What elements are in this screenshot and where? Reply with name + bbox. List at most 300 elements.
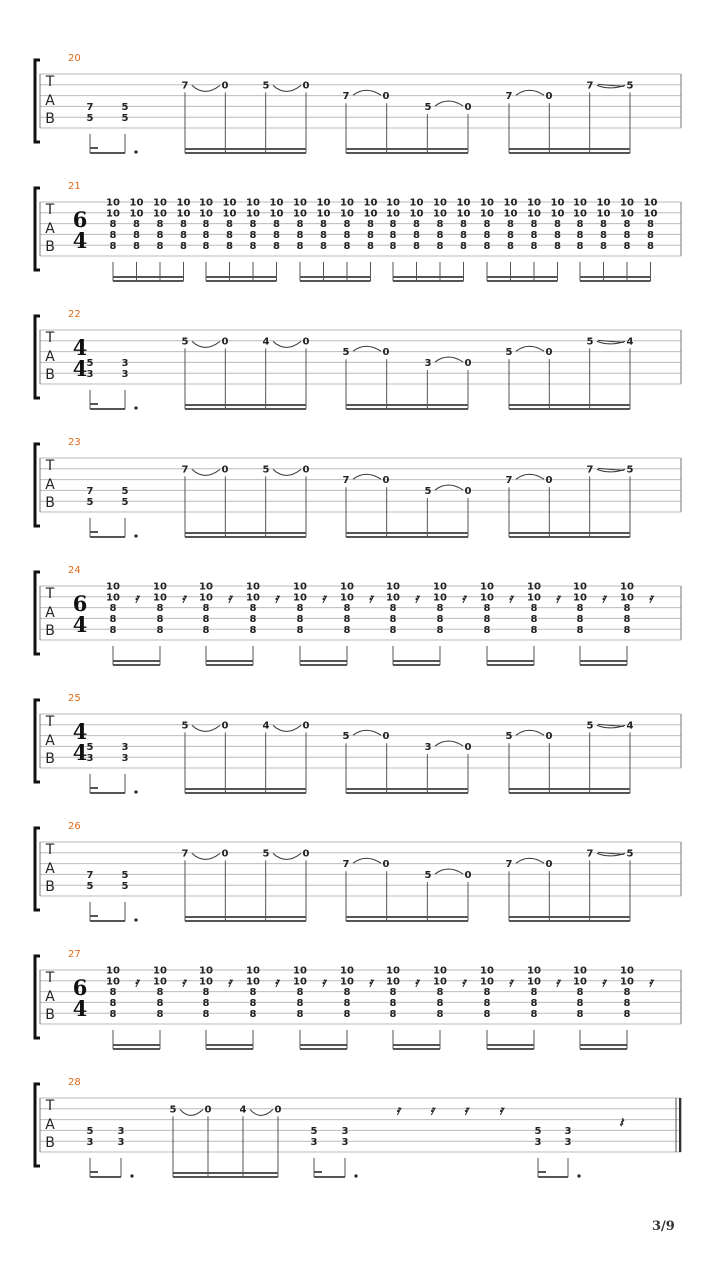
tab-system	[35, 309, 681, 410]
fret-number: 8	[156, 998, 164, 1009]
time-signature-bottom: 4	[72, 356, 88, 381]
tab-letter-a: A	[45, 477, 55, 493]
fret-number: 8	[623, 987, 631, 999]
fret-number: 0	[302, 720, 310, 732]
tab-letter-t: T	[45, 202, 55, 218]
tab-letter-b: B	[45, 111, 55, 127]
fret-number: 10	[386, 197, 400, 209]
fret-number: 8	[483, 998, 491, 1009]
fret-number: 8	[296, 1008, 304, 1020]
fret-number: 8	[389, 624, 397, 636]
fret-number: 7	[181, 464, 189, 476]
tie-arc	[435, 869, 463, 874]
fret-number: 8	[320, 219, 327, 231]
fret-number: 5	[262, 80, 270, 92]
fret-number: 8	[436, 1008, 444, 1020]
sixteenth-rest: 𝄿	[274, 591, 279, 607]
fret-number: 10	[620, 965, 634, 977]
tab-system	[35, 1077, 681, 1178]
fret-number: 10	[480, 208, 494, 220]
fret-number: 10	[293, 208, 307, 220]
fret-number: 8	[249, 603, 257, 615]
tie-arc	[192, 85, 220, 91]
fret-number: 0	[545, 347, 553, 359]
fret-number: 10	[340, 197, 354, 209]
tab-letter-a: A	[45, 221, 55, 237]
fret-number: 10	[433, 581, 447, 593]
fret-number: 8	[249, 614, 257, 625]
tab-letter-t: T	[45, 458, 55, 474]
tab-letter-t: T	[45, 714, 55, 730]
fret-number: 7	[586, 848, 594, 860]
fret-number: 8	[156, 230, 164, 241]
fret-number: 10	[573, 197, 587, 209]
fret-number: 5	[424, 486, 432, 497]
fret-number: 10	[176, 208, 191, 220]
fret-number: 8	[576, 987, 584, 999]
sixteenth-rest: 𝄿	[396, 1103, 400, 1119]
fret-number: 7	[586, 80, 594, 92]
fret-number: 8	[436, 219, 444, 231]
tab-letter-t: T	[45, 330, 55, 346]
fret-number: 10	[409, 208, 424, 220]
fret-number: 10	[550, 208, 565, 220]
time-signature-bottom: 4	[72, 996, 88, 1021]
tie-arc	[516, 90, 544, 95]
time-signature-top: 4	[72, 335, 88, 360]
fret-number: 0	[545, 91, 553, 103]
fret-number: 8	[249, 1008, 257, 1020]
tab-system	[35, 693, 681, 794]
fret-number: 8	[507, 219, 514, 231]
fret-number: 10	[620, 976, 634, 988]
fret-number: 8	[436, 987, 444, 999]
fret-number: 0	[302, 464, 310, 476]
fret-number: 5	[534, 1126, 542, 1137]
fret-number: 8	[320, 230, 327, 241]
fret-number: 3	[564, 1126, 572, 1137]
fret-number: 4	[262, 336, 270, 348]
fret-number: 0	[545, 859, 553, 871]
fret-number: 5	[586, 720, 594, 732]
fret-number: 10	[433, 197, 447, 209]
fret-number: 10	[573, 592, 587, 604]
fret-number: 8	[507, 230, 514, 241]
tie-arc	[516, 730, 544, 735]
fret-number: 8	[436, 230, 444, 241]
fret-number: 5	[424, 102, 432, 113]
fret-number: 8	[436, 624, 444, 636]
tie-arc	[516, 474, 544, 479]
sixteenth-rest: 𝄿	[601, 591, 606, 607]
fret-number: 8	[296, 624, 304, 636]
dot	[134, 406, 137, 409]
fret-number: 3	[117, 1136, 125, 1148]
measure-number: 26	[68, 821, 81, 832]
system-bracket	[35, 444, 40, 526]
fret-number: 5	[262, 464, 270, 476]
tie-arc	[516, 858, 544, 863]
fret-number: 7	[505, 91, 513, 103]
fret-number: 3	[564, 1136, 572, 1148]
sixteenth-rest: 𝄿	[464, 1103, 468, 1119]
fret-number: 5	[86, 1126, 94, 1137]
page-number: 3/9	[652, 1219, 675, 1234]
fret-number: 8	[109, 624, 117, 636]
fret-number: 8	[483, 624, 491, 636]
fret-number: 7	[86, 870, 94, 881]
tie-arc	[353, 858, 381, 863]
fret-number: 8	[343, 603, 351, 615]
tab-letter-b: B	[45, 495, 55, 511]
fret-number: 8	[576, 230, 584, 241]
fret-number: 8	[483, 614, 491, 625]
fret-number: 10	[386, 976, 400, 988]
fret-number: 10	[386, 581, 400, 593]
dot	[354, 1174, 357, 1177]
fret-number: 8	[530, 624, 538, 636]
fret-number: 10	[199, 197, 213, 209]
fret-number: 8	[436, 614, 444, 625]
fret-number: 10	[573, 581, 587, 593]
fret-number: 3	[534, 1136, 542, 1148]
fret-number: 7	[342, 475, 350, 487]
sixteenth-rest: 𝄿	[461, 975, 466, 991]
fret-number: 5	[86, 112, 94, 124]
fret-number: 5	[262, 848, 270, 860]
fret-number: 8	[530, 987, 538, 999]
sixteenth-rest: 𝄿	[134, 975, 139, 991]
tie-arc	[435, 485, 463, 490]
fret-number: 8	[343, 624, 351, 636]
system-bracket	[35, 60, 40, 142]
fret-number: 8	[109, 240, 117, 252]
fret-number: 7	[342, 91, 350, 103]
fret-number: 8	[156, 987, 164, 999]
fret-number: 8	[600, 219, 607, 231]
fret-number: 10	[246, 581, 260, 593]
time-signature-top: 6	[72, 207, 88, 232]
fret-number: 8	[343, 987, 351, 999]
fret-number: 8	[530, 614, 538, 625]
tie-arc	[273, 469, 301, 475]
fret-number: 10	[620, 581, 634, 593]
fret-number: 5	[86, 496, 94, 508]
sixteenth-rest: 𝄿	[227, 591, 232, 607]
fret-number: 10	[527, 976, 541, 988]
fret-number: 8	[202, 1008, 210, 1020]
fret-number: 8	[647, 240, 654, 252]
sixteenth-rest: 𝄿	[555, 975, 560, 991]
fret-number: 8	[343, 230, 351, 241]
fret-number: 10	[456, 208, 471, 220]
tie-arc	[273, 853, 301, 859]
tab-letter-b: B	[45, 751, 55, 767]
fret-number: 8	[647, 219, 654, 231]
fret-number: 8	[460, 219, 467, 231]
fret-number: 10	[550, 197, 565, 209]
fret-number: 10	[386, 208, 400, 220]
fret-number: 7	[86, 486, 94, 497]
fret-number: 7	[505, 475, 513, 487]
sixteenth-rest: 𝄿	[461, 591, 466, 607]
tab-system	[35, 53, 681, 154]
fret-number: 8	[483, 1008, 491, 1020]
fret-number: 0	[464, 102, 472, 113]
fret-number: 8	[296, 603, 304, 615]
fret-number: 8	[249, 240, 257, 252]
sixteenth-rest: 𝄿	[227, 975, 232, 991]
time-signature-top: 6	[72, 975, 88, 1000]
fret-number: 10	[433, 965, 447, 977]
system-bracket	[35, 316, 40, 398]
fret-number: 10	[106, 592, 120, 604]
fret-number: 10	[480, 592, 494, 604]
fret-number: 7	[86, 102, 94, 113]
sixteenth-rest: 𝄿	[321, 975, 326, 991]
fret-number: 10	[199, 976, 213, 988]
fret-number: 8	[554, 240, 561, 252]
fret-number: 5	[424, 870, 432, 881]
fret-number: 8	[296, 240, 304, 252]
tab-letter-a: A	[45, 93, 55, 109]
fret-number: 8	[413, 219, 420, 231]
fret-number: 7	[505, 859, 513, 871]
fret-number: 0	[221, 720, 229, 732]
fret-number: 8	[554, 219, 561, 231]
fret-number: 10	[433, 976, 447, 988]
fret-number: 4	[239, 1104, 247, 1116]
fret-number: 8	[109, 987, 117, 999]
fret-number: 3	[310, 1136, 318, 1148]
fret-number: 8	[367, 230, 374, 241]
fret-number: 0	[545, 731, 553, 743]
fret-number: 8	[389, 219, 397, 231]
fret-number: 5	[626, 80, 634, 92]
fret-number: 8	[156, 624, 164, 636]
fret-number: 8	[109, 1008, 117, 1020]
fret-number: 8	[530, 603, 538, 615]
sixteenth-rest: 𝄿	[414, 591, 419, 607]
fret-number: 10	[129, 208, 144, 220]
fret-number: 8	[460, 230, 467, 241]
fret-number: 8	[343, 614, 351, 625]
fret-number: 10	[340, 208, 354, 220]
fret-number: 10	[620, 208, 634, 220]
fret-number: 5	[342, 731, 350, 743]
fret-number: 0	[302, 80, 310, 92]
fret-number: 10	[527, 965, 541, 977]
fret-number: 8	[554, 230, 561, 241]
fret-number: 0	[302, 336, 310, 348]
dot	[134, 534, 137, 537]
system-bracket	[35, 700, 40, 782]
fret-number: 8	[389, 998, 397, 1009]
fret-number: 3	[86, 752, 94, 764]
fret-number: 10	[527, 208, 541, 220]
fret-number: 8	[389, 240, 397, 252]
fret-number: 8	[296, 998, 304, 1009]
fret-number: 8	[623, 614, 631, 625]
fret-number: 10	[620, 197, 634, 209]
tab-letter-a: A	[45, 349, 55, 365]
fret-number: 5	[505, 731, 513, 743]
fret-number: 8	[576, 1008, 584, 1020]
tie-arc	[192, 725, 220, 731]
tie-arc	[192, 853, 220, 859]
time-signature-top: 6	[72, 591, 88, 616]
fret-number: 8	[389, 987, 397, 999]
fret-number: 8	[296, 230, 304, 241]
fret-number: 5	[181, 720, 189, 732]
fret-number: 10	[246, 592, 260, 604]
fret-number: 8	[530, 1008, 538, 1020]
fret-number: 10	[153, 581, 167, 593]
fret-number: 0	[221, 336, 229, 348]
fret-number: 10	[106, 197, 120, 209]
fret-number: 8	[367, 240, 374, 252]
fret-number: 5	[121, 496, 129, 508]
tab-letter-b: B	[45, 623, 55, 639]
fret-number: 0	[464, 358, 472, 369]
fret-number: 10	[316, 197, 331, 209]
fret-number: 7	[181, 80, 189, 92]
fret-number: 10	[129, 197, 144, 209]
system-bracket	[35, 1084, 40, 1166]
fret-number: 8	[600, 230, 607, 241]
sixteenth-rest: 𝄿	[274, 975, 279, 991]
fret-number: 8	[389, 603, 397, 615]
fret-number: 8	[576, 219, 584, 231]
fret-number: 3	[86, 1136, 94, 1148]
fret-number: 10	[293, 976, 307, 988]
fret-number: 8	[273, 230, 280, 241]
fret-number: 5	[310, 1126, 318, 1137]
fret-number: 10	[199, 592, 213, 604]
system-bracket	[35, 956, 40, 1038]
tie-arc	[273, 341, 301, 347]
time-signature-bottom: 4	[72, 612, 88, 637]
fret-number: 10	[153, 208, 167, 220]
fret-number: 10	[527, 592, 541, 604]
fret-number: 10	[527, 197, 541, 209]
fret-number: 5	[121, 486, 129, 497]
fret-number: 10	[199, 208, 213, 220]
fret-number: 8	[460, 240, 467, 252]
tab-letter-t: T	[45, 1098, 55, 1114]
fret-number: 10	[153, 197, 167, 209]
sixteenth-rest: 𝄿	[601, 975, 606, 991]
tab-system	[35, 949, 681, 1049]
fret-number: 8	[226, 219, 233, 231]
fret-number: 7	[342, 859, 350, 871]
fret-number: 10	[643, 197, 658, 209]
fret-number: 10	[269, 208, 284, 220]
tab-letter-b: B	[45, 1135, 55, 1151]
fret-number: 8	[576, 614, 584, 625]
sixteenth-rest: 𝄿	[414, 975, 419, 991]
sixteenth-rest: 𝄿	[555, 591, 560, 607]
fret-number: 10	[153, 592, 167, 604]
fret-number: 10	[596, 208, 611, 220]
fret-number: 10	[293, 965, 307, 977]
fret-number: 8	[623, 230, 631, 241]
sixteenth-rest: 𝄿	[648, 975, 653, 991]
fret-number: 8	[249, 998, 257, 1009]
fret-number: 3	[121, 752, 129, 764]
sixteenth-rest: 𝄿	[321, 591, 326, 607]
fret-number: 8	[109, 230, 117, 241]
fret-number: 8	[576, 603, 584, 615]
tie-arc	[353, 346, 381, 351]
fret-number: 8	[576, 998, 584, 1009]
fret-number: 8	[109, 614, 117, 625]
dot	[134, 790, 137, 793]
fret-number: 8	[226, 240, 233, 252]
fret-number: 0	[382, 91, 390, 103]
fret-number: 0	[382, 475, 390, 487]
fret-number: 5	[169, 1104, 177, 1116]
measure-number: 20	[68, 53, 81, 64]
tab-system	[35, 565, 681, 665]
fret-number: 8	[623, 219, 631, 231]
fret-number: 8	[343, 1008, 351, 1020]
tie-arc	[435, 741, 463, 746]
fret-number: 10	[480, 976, 494, 988]
tab-letter-t: T	[45, 970, 55, 986]
tie-arc	[192, 469, 220, 475]
measure-number: 22	[68, 309, 81, 320]
fret-number: 10	[269, 197, 284, 209]
system-bracket	[35, 572, 40, 654]
fret-number: 10	[293, 581, 307, 593]
tie-arc	[353, 474, 381, 479]
fret-number: 8	[483, 603, 491, 615]
measure-number: 21	[68, 181, 81, 192]
fret-number: 8	[202, 624, 210, 636]
fret-number: 8	[226, 230, 233, 241]
fret-number: 10	[176, 197, 191, 209]
fret-number: 10	[199, 581, 213, 593]
sixteenth-rest: 𝄿	[648, 591, 653, 607]
fret-number: 5	[181, 336, 189, 348]
fret-number: 10	[246, 976, 260, 988]
fret-number: 10	[503, 208, 518, 220]
time-signature-bottom: 4	[72, 740, 88, 765]
fret-number: 10	[386, 592, 400, 604]
fret-number: 8	[273, 240, 280, 252]
fret-number: 8	[273, 219, 280, 231]
fret-number: 0	[382, 347, 390, 359]
fret-number: 8	[202, 230, 210, 241]
tie-arc	[516, 346, 544, 351]
fret-number: 8	[623, 240, 631, 252]
fret-number: 8	[296, 987, 304, 999]
fret-number: 8	[413, 230, 420, 241]
measure-number: 25	[68, 693, 81, 704]
fret-number: 0	[221, 80, 229, 92]
fret-number: 10	[503, 197, 518, 209]
fret-number: 10	[293, 197, 307, 209]
measure-number: 28	[68, 1077, 81, 1088]
fret-number: 8	[202, 603, 210, 615]
fret-number: 3	[117, 1126, 125, 1137]
dot	[134, 150, 137, 153]
fret-number: 8	[249, 987, 257, 999]
fret-number: 3	[341, 1136, 349, 1148]
fret-number: 8	[156, 219, 164, 231]
fret-number: 10	[340, 965, 354, 977]
